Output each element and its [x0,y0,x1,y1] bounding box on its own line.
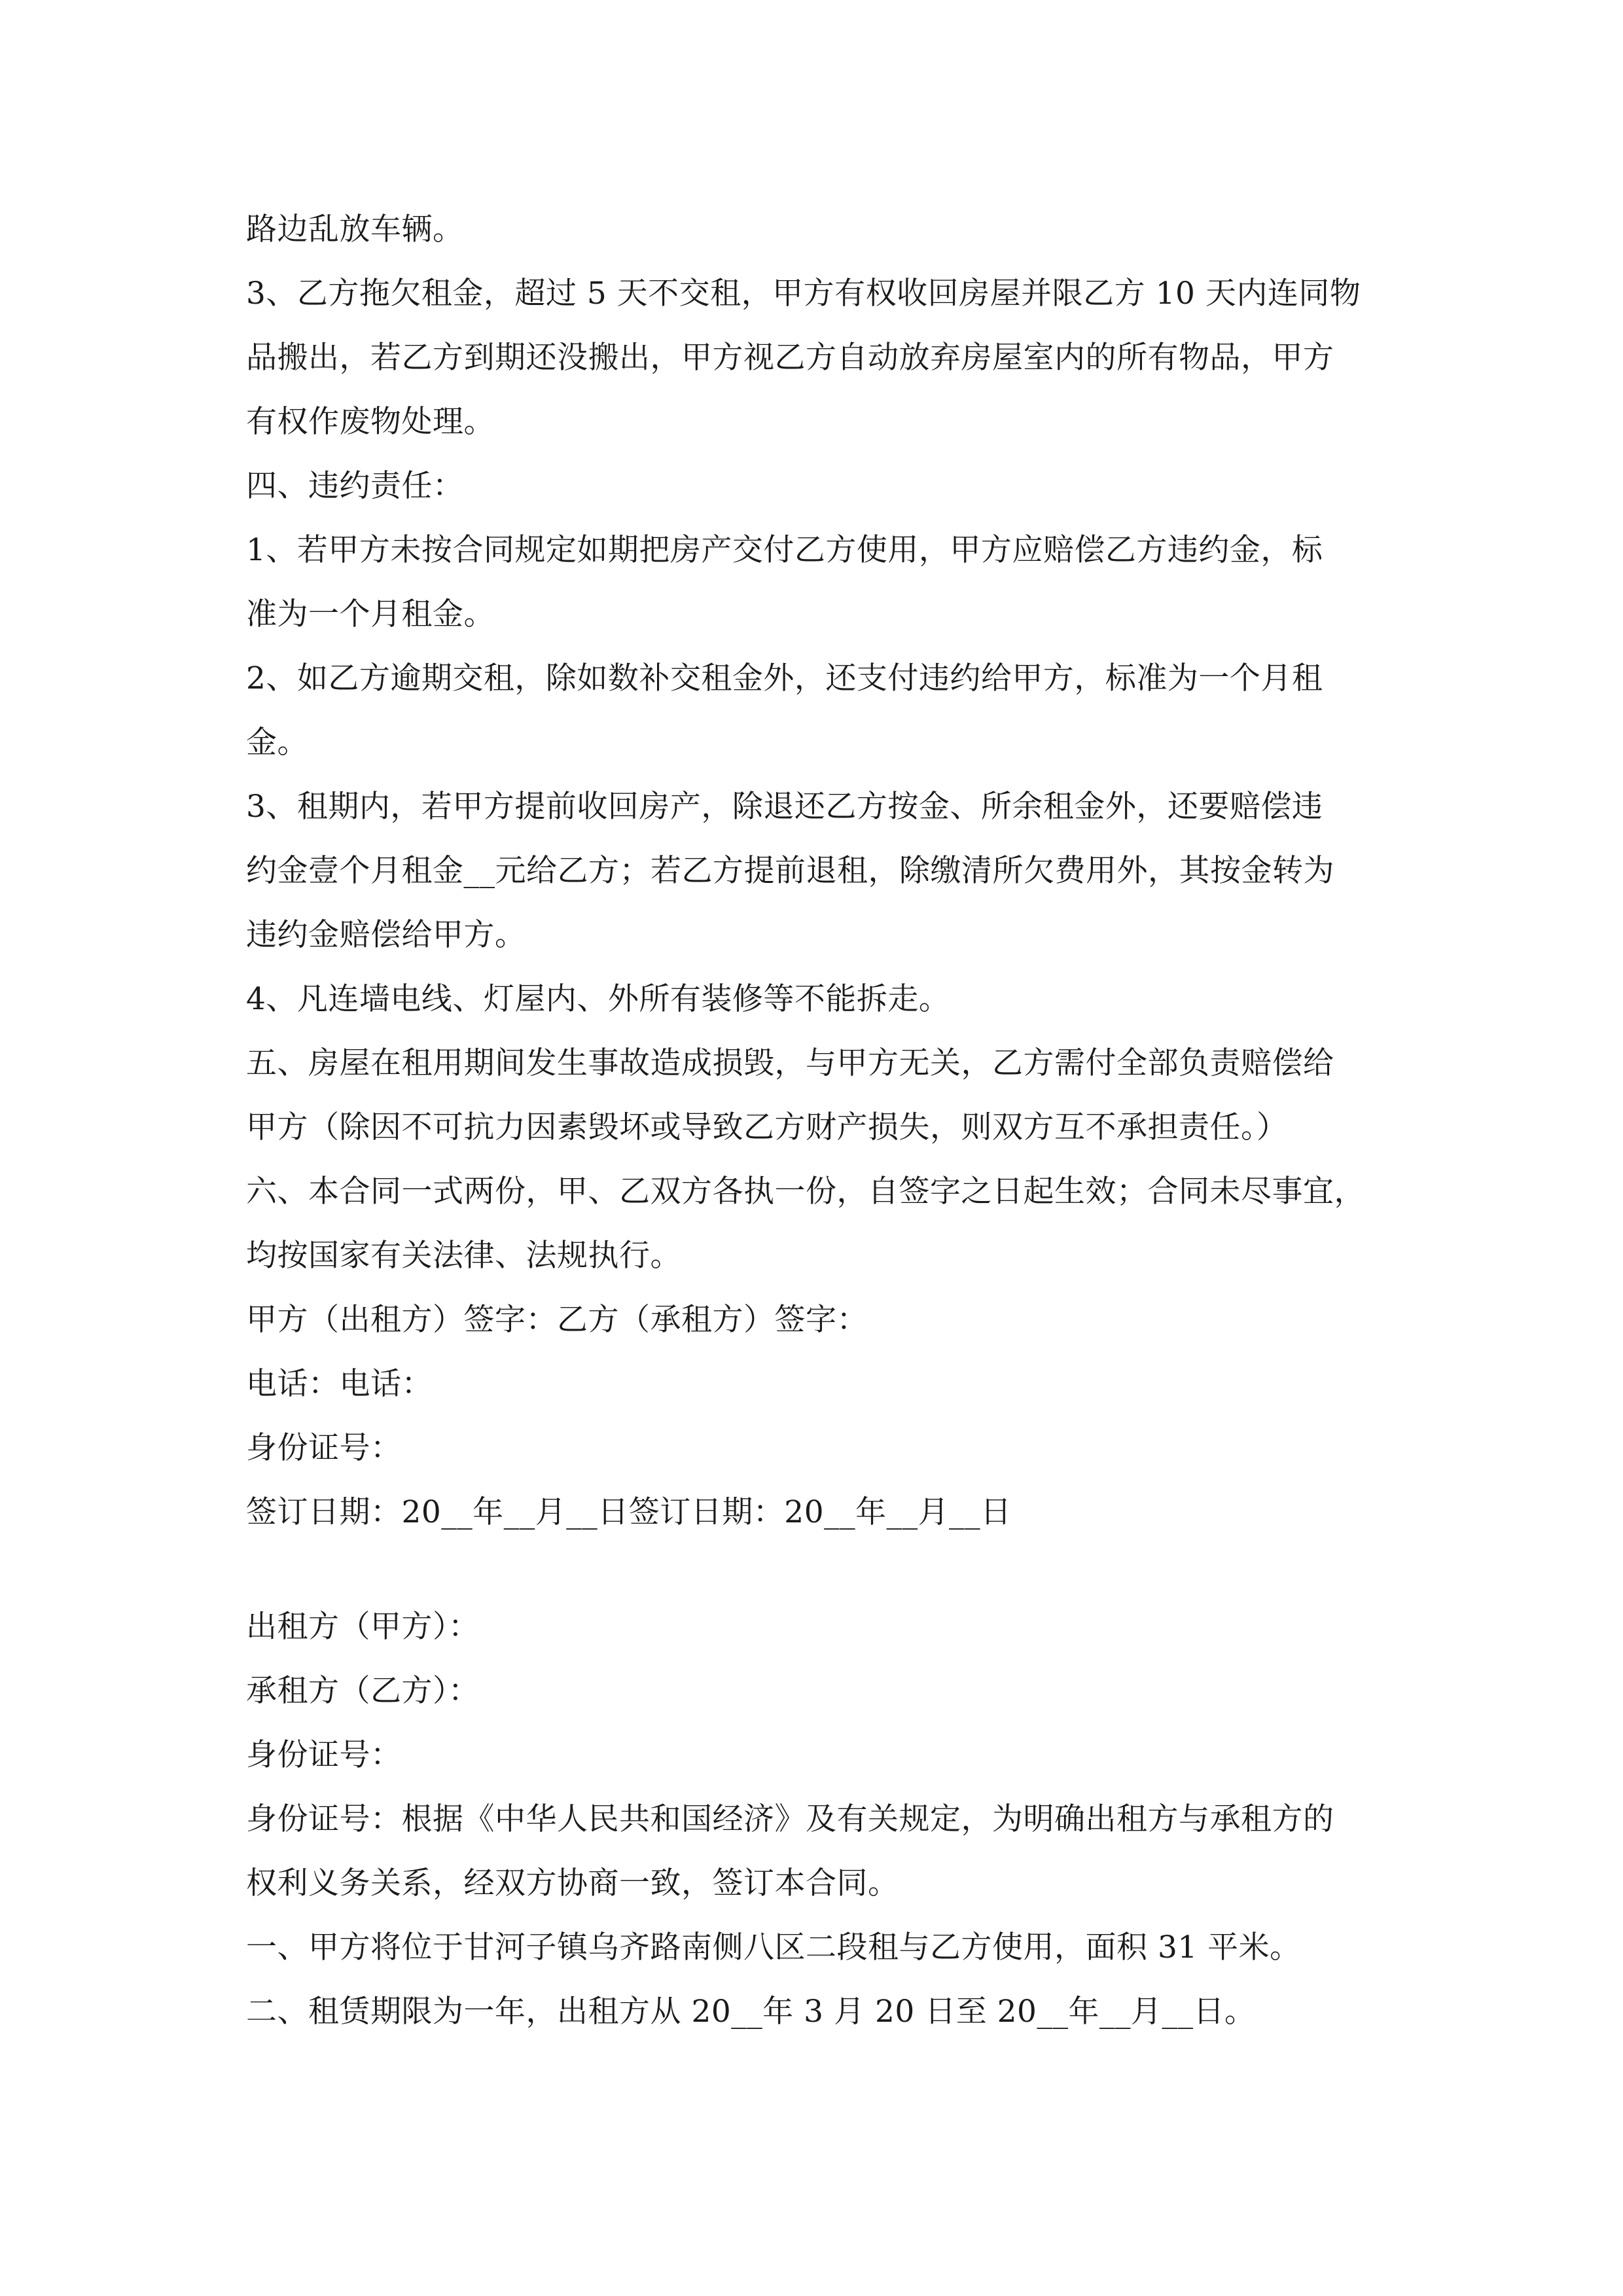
contract-section-new [246,1595,1385,2044]
id-number-line: 身份证号： [246,1737,402,1773]
text-line: 有权作废物处理。 [246,404,495,440]
lessor-line: 出租方（甲方）： [246,1609,480,1645]
text-line: 金。 [246,725,308,761]
signature-line: 甲方（出租方）签字：乙方（承租方）签字： [246,1302,868,1338]
text-line: 约金壹个月租金__元给乙方；若乙方提前退租，除缴清所欠费用外，其按金转为 [246,853,1334,889]
section-heading-breach: 四、违约责任： [246,468,464,504]
breach-clause-4: 4、凡连墙电线、灯屋内、外所有装修等不能拆走。 [246,981,950,1017]
section-six-copies: 六、本合同一式两份，甲、乙双方各执一份，自签字之日起生效；合同未尽事宜， [246,1174,1365,1210]
text-line: 违约金赔偿给甲方。 [246,917,526,953]
text-line: 甲方（除因不可抗力因素毁坏或导致乙方财产损失，则双方互不承担责任。） [246,1109,1288,1145]
breach-clause-1: 1、若甲方未按合同规定如期把房产交付乙方使用，甲方应赔偿乙方违约金，标 [246,532,1323,568]
text-line: 品搬出，若乙方到期还没搬出，甲方视乙方自动放弃房屋室内的所有物品，甲方 [246,340,1334,376]
clause-one-premises: 一、甲方将位于甘河子镇乌齐路南侧八区二段租与乙方使用，面积 31 平米。 [246,1929,1301,1965]
signing-date-line: 签订日期：20__年__月__日签订日期：20__年__月__日 [246,1494,1012,1530]
text-line: 准为一个月租金。 [246,596,495,632]
phone-line: 电话：电话： [246,1366,433,1402]
breach-clause-2: 2、如乙方逾期交租，除如数补交租金外，还支付违约给甲方，标准为一个月租 [246,660,1323,696]
contract-section-continued [246,198,1385,1545]
clause-two-term: 二、租赁期限为一年，出租方从 20__年 3 月 20 日至 20__年__月__日。 [246,1994,1256,2030]
breach-clause-3: 3、租期内，若甲方提前收回房产，除退还乙方按金、所余租金外，还要赔偿违 [246,789,1323,825]
section-five-damage: 五、房屋在租用期间发生事故造成损毁，与甲方无关，乙方需付全部负责赔偿给 [246,1045,1334,1081]
lessee-line: 承租方（乙方）： [246,1673,480,1709]
text-line: 均按国家有关法律、法规执行。 [246,1238,681,1274]
preamble-line: 身份证号：根据《中华人民共和国经济》及有关规定，为明确出租方与承租方的 [246,1801,1334,1837]
text-line: 路边乱放车辆。 [246,211,464,247]
clause-3-arrears: 3、乙方拖欠租金，超过 5 天不交租，甲方有权收回房屋并限乙方 10 天内连同物 [246,276,1361,312]
text-line: 权利义务关系，经双方协商一致，签订本合同。 [246,1865,899,1901]
id-number-line: 身份证号： [246,1430,402,1466]
